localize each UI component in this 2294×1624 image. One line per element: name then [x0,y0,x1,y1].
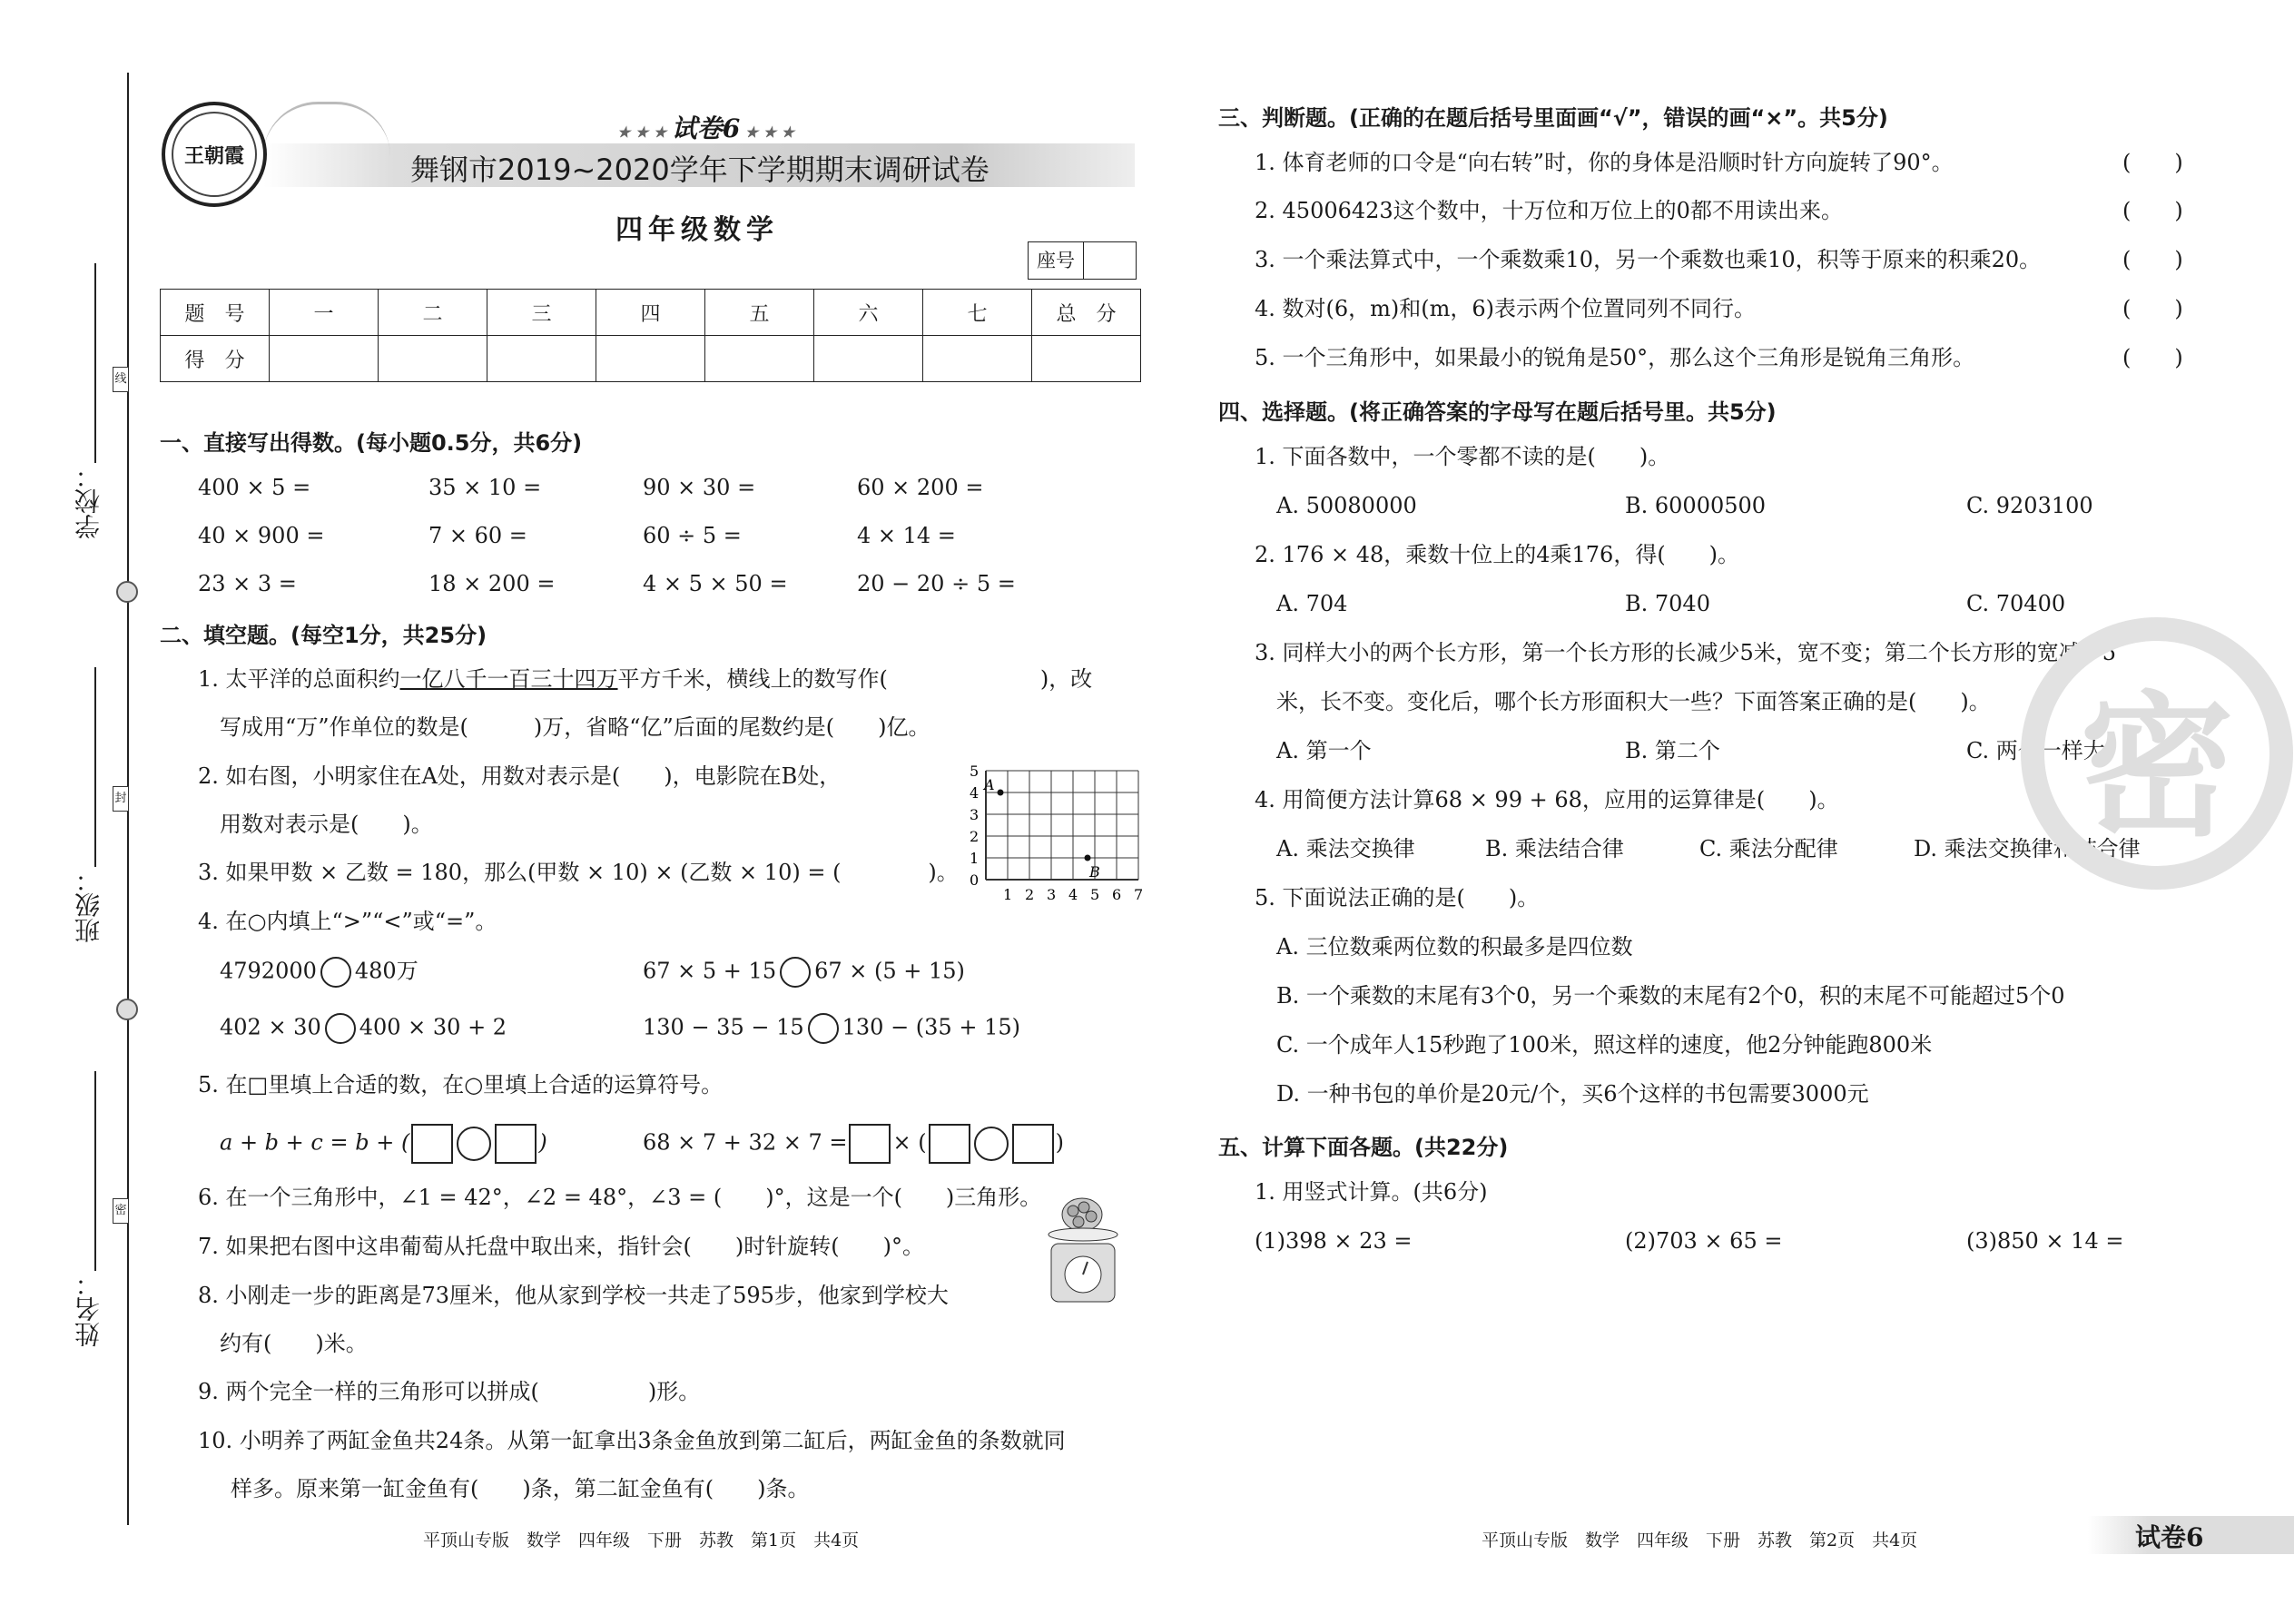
binding-dot-icon [116,581,138,603]
operator-circle[interactable] [974,1127,1009,1161]
fill-q7: 7. 如果把右图中这串葡萄从托盘中取出来，指针会( )时针旋转( )°。 [198,1234,924,1259]
subject-title: 四年级数学 [615,214,779,246]
choice-q3-line1: 3. 同样大小的两个长方形，第一个长方形的长减少5米，宽不变；第二个长方形的宽减少5 [1255,640,2117,665]
compare-item: 402 × 30 400 × 30 + 2 [220,1013,507,1044]
choice-option[interactable]: C. 9203100 [1966,493,2093,518]
secret-watermark-stamp [2021,617,2293,890]
judge-item: 5. 一个三角形中，如果最小的锐角是50°，那么这个三角形是锐角三角形。 [1255,345,1975,370]
grid-y-tick-label: 0 [970,871,980,889]
compare-circle[interactable] [780,957,811,988]
answer-box[interactable] [929,1124,970,1164]
judge-paren[interactable]: ( ) [2122,198,2183,223]
grid-y-tick-label: 4 [970,784,980,802]
section-2-title: 二、填空题。(每空1分，共25分) [160,623,487,648]
score-header-cell: 一 [270,290,379,336]
grid-x-tick-label: 1 [1003,886,1013,903]
answer-box[interactable] [495,1124,537,1164]
choice-option[interactable]: C. 一个成年人15秒跑了100米，照这样的速度，他2分钟能跑800米 [1276,1032,1933,1058]
fill-q4: 4. 在○内填上“>”“<”或“=”。 [198,909,497,934]
grid-y-tick-label: 5 [970,763,980,780]
judge-item: 1. 体育老师的口令是“向右转”时，你的身体是沿顺时针方向旋转了90°。 [1255,150,1954,175]
seat-number-box[interactable] [1028,241,1137,280]
choice-option[interactable]: A. 704 [1276,591,1348,616]
grid-x-ticks [1003,886,1143,903]
compare-item: 4792000 480万 [220,957,418,988]
judge-paren[interactable]: ( ) [2122,296,2183,321]
footer-badge: 试卷6 [2135,1522,2204,1552]
choice-option[interactable]: D. 乘法交换律和结合律 [1914,836,2141,861]
score-cell[interactable] [379,336,487,382]
choice-option[interactable]: A. 第一个 [1276,738,1372,763]
choice-option[interactable]: B. 乘法结合律 [1485,836,1624,861]
score-cell[interactable] [596,336,705,382]
fill-q10-line2: 样多。原来第一缸金鱼有( )条，第二缸金鱼有( )条。 [231,1476,810,1501]
seal-tag-line: 线 [113,367,129,392]
compare-circle[interactable] [325,1013,356,1044]
grid-x-tick-label: 6 [1112,886,1122,903]
score-header-cell: 七 [923,290,1032,336]
answer-box[interactable] [849,1124,891,1164]
score-header-cell: 四 [596,290,705,336]
answer-box[interactable] [1012,1124,1054,1164]
fill-q2-line1: 2. 如右图，小明家住在A处，用数对表示是( )，电影院在B处， [198,763,842,789]
choice-q4: 4. 用简便方法计算68 × 99 + 68，应用的运算律是( )。 [1255,787,1839,812]
calc-item: 20 − 20 ÷ 5 = [857,571,1016,596]
judge-item: 2. 45006423这个数中，十万位和万位上的0都不用读出来。 [1255,198,1843,223]
header-ribbon-icon [263,102,390,159]
answer-box[interactable] [411,1124,453,1164]
exam-badge: ★ ★ ★ 试卷6 ★ ★ ★ [617,113,794,143]
choice-option[interactable]: B. 7040 [1625,591,1710,616]
choice-option[interactable]: D. 一种书包的单价是20元/个，买6个这样的书包需要3000元 [1276,1081,1869,1107]
calc-item: 60 ÷ 5 = [643,523,742,548]
score-header-cell: 二 [379,290,487,336]
grid-x-tick-label: 7 [1134,886,1144,903]
name-label: 姓名： [74,1271,103,1347]
calc-item: 90 × 30 = [643,475,756,500]
score-header-cell: 五 [705,290,814,336]
fill-q5-item1: a + b + c = b + ( ) [220,1124,547,1164]
footer-right: 平顶山专版 数学 四年级 下册 苏教 第2页 共4页 [1482,1530,1918,1550]
grid-y-tick-label: 2 [970,828,980,845]
vertical-calc-item: (3)850 × 14 = [1966,1228,2124,1254]
vertical-calc-item: (2)703 × 65 = [1625,1228,1783,1254]
seal-tag-seal: 封 [113,786,129,812]
score-header-row [161,290,1141,336]
logo-text: 王朝霞 [183,143,244,168]
section-1-title: 一、直接写出得数。(每小题0.5分，共6分) [160,430,583,456]
point-b-label: B [1089,863,1100,881]
point-b-mark [1085,855,1091,861]
logo-seal [162,102,267,207]
score-cell[interactable] [923,336,1032,382]
calc-item: 400 × 5 = [198,475,311,500]
score-cell[interactable] [487,336,596,382]
judge-paren[interactable]: ( ) [2122,345,2183,370]
compare-circle[interactable] [320,957,351,988]
fill-q8-line2: 约有( )米。 [220,1331,368,1356]
choice-option[interactable]: A. 乘法交换律 [1276,836,1415,861]
score-cell[interactable] [814,336,923,382]
calc-q1: 1. 用竖式计算。(共6分) [1255,1179,1488,1205]
choice-q5: 5. 下面说法正确的是( )。 [1255,885,1540,910]
school-label: 学校： [74,463,103,539]
calc-item: 7 × 60 = [428,523,527,548]
grid-y-tick-label: 3 [970,806,980,823]
score-header-cell: 总 分 [1032,290,1141,336]
point-a-label: A [984,776,995,793]
grid-y-tick-label: 1 [970,850,980,867]
section-3-title: 三、判断题。(正确的在题后括号里面画“√”，错误的画“×”。共5分) [1218,105,1888,131]
score-table [160,289,1141,382]
coordinate-grid [944,759,1144,904]
calc-item: 4 × 14 = [857,523,956,548]
choice-q3-line2: 米，长不变。变化后，哪个长方形面积大一些？下面答案正确的是( )。 [1276,689,1991,714]
judge-item: 4. 数对(6，m)和(m，6)表示两个位置同列不同行。 [1255,296,1757,321]
grid-x-tick-label: 3 [1047,886,1057,903]
fill-q8-line1: 8. 小刚走一步的距离是73厘米，他从家到学校一共走了595步，他家到学校大 [198,1283,949,1308]
binding-dot-icon [116,999,138,1020]
page-title: 舞钢市2019~2020学年下学期期末调研试卷 [410,153,989,187]
fill-q1-line2: 写成用“万”作单位的数是( )万，省略“亿”后面的尾数约是( )亿。 [220,714,930,740]
calc-item: 23 × 3 = [198,571,297,596]
vertical-calc-item: (1)398 × 23 = [1255,1228,1413,1254]
operator-circle[interactable] [457,1127,491,1161]
fill-q1-line1: 1. 太平洋的总面积约一亿八千一百三十四万平方千米，横线上的数写作( )，改 [198,666,1093,692]
choice-q2: 2. 176 × 48，乘数十位上的4乘176，得( )。 [1255,542,1740,567]
score-cell[interactable] [705,336,814,382]
grape-scale-icon [1042,1191,1124,1305]
calc-item: 60 × 200 = [857,475,984,500]
score-value-row [161,336,1141,382]
choice-q1: 1. 下面各数中，一个零都不读的是( )。 [1255,444,1670,469]
grid-lines [986,771,1138,880]
score-header-cell: 题 号 [161,290,270,336]
watermark-text: 密 [2079,677,2234,858]
fill-q5: 5. 在□里填上合适的数，在○里填上合适的运算符号。 [198,1072,724,1097]
choice-option[interactable]: B. 60000500 [1625,493,1767,518]
score-row-label: 得 分 [161,336,270,382]
choice-option[interactable]: C. 两个一样大 [1966,738,2105,763]
choice-option[interactable]: C. 70400 [1966,591,2066,616]
compare-item: 130 − 35 − 15 130 − (35 + 15) [643,1013,1020,1044]
seat-label: 座号 [1029,242,1084,279]
choice-option[interactable]: A. 三位数乘两位数的积最多是四位数 [1276,934,1633,960]
choice-option[interactable]: C. 乘法分配律 [1699,836,1838,861]
seal-tag-secret: 密 [113,1198,129,1224]
school-underline [94,263,96,463]
fill-q9: 9. 两个完全一样的三角形可以拼成( )形。 [198,1379,701,1404]
grid-x-tick-label: 5 [1090,886,1100,903]
score-cell[interactable] [1032,336,1141,382]
fill-q6: 6. 在一个三角形中，∠1 = 42°，∠2 = 48°，∠3 = ( )°，这是一个( )三角形。 [198,1185,1042,1210]
class-label: 班级： [74,867,103,943]
compare-circle[interactable] [808,1013,839,1044]
judge-paren[interactable]: ( ) [2122,150,2183,175]
score-header-cell: 三 [487,290,596,336]
choice-option[interactable]: B. 一个乘数的末尾有3个0，另一个乘数的末尾有2个0，积的末尾不可能超过5个0 [1276,983,2065,1009]
point-a-mark [998,790,1004,796]
calc-item: 40 × 900 = [198,523,325,548]
compare-item: 67 × 5 + 15 67 × (5 + 15) [643,957,965,988]
judge-item: 3. 一个乘法算式中，一个乘数乘10，另一个乘数也乘10，积等于原来的积乘20。 [1255,247,2042,272]
section-5-title: 五、计算下面各题。(共22分) [1218,1135,1509,1160]
class-underline [94,667,96,867]
score-cell[interactable] [270,336,379,382]
footer-left: 平顶山专版 数学 四年级 下册 苏教 第1页 共4页 [423,1530,860,1550]
calc-item: 35 × 10 = [428,475,542,500]
fill-q2-line2: 用数对表示是( )。 [220,812,433,837]
grid-x-tick-label: 2 [1025,886,1035,903]
grid-x-tick-label: 4 [1068,886,1078,903]
exam-badge-text: 试卷6 [671,113,741,143]
grid-y-ticks [970,763,979,889]
fill-q3: 3. 如果甲数 × 乙数 = 180，那么(甲数 × 10) × (乙数 × 10) = ( )。 [198,860,959,885]
choice-option[interactable]: B. 第二个 [1625,738,1720,763]
section-4-title: 四、选择题。(将正确答案的字母写在题后括号里。共5分) [1218,399,1777,425]
choice-option[interactable]: A. 50080000 [1276,493,1417,518]
score-header-cell: 六 [814,290,923,336]
calc-item: 4 × 5 × 50 = [643,571,788,596]
name-underline [94,1071,96,1271]
fill-q10-line1: 10. 小明养了两缸金鱼共24条。从第一缸拿出3条金鱼放到第二缸后，两缸金鱼的条数就同 [198,1428,1066,1453]
fill-q5-item2: 68 × 7 + 32 × 7 = × ( ) [643,1124,1064,1164]
calc-item: 18 × 200 = [428,571,556,596]
judge-paren[interactable]: ( ) [2122,247,2183,272]
